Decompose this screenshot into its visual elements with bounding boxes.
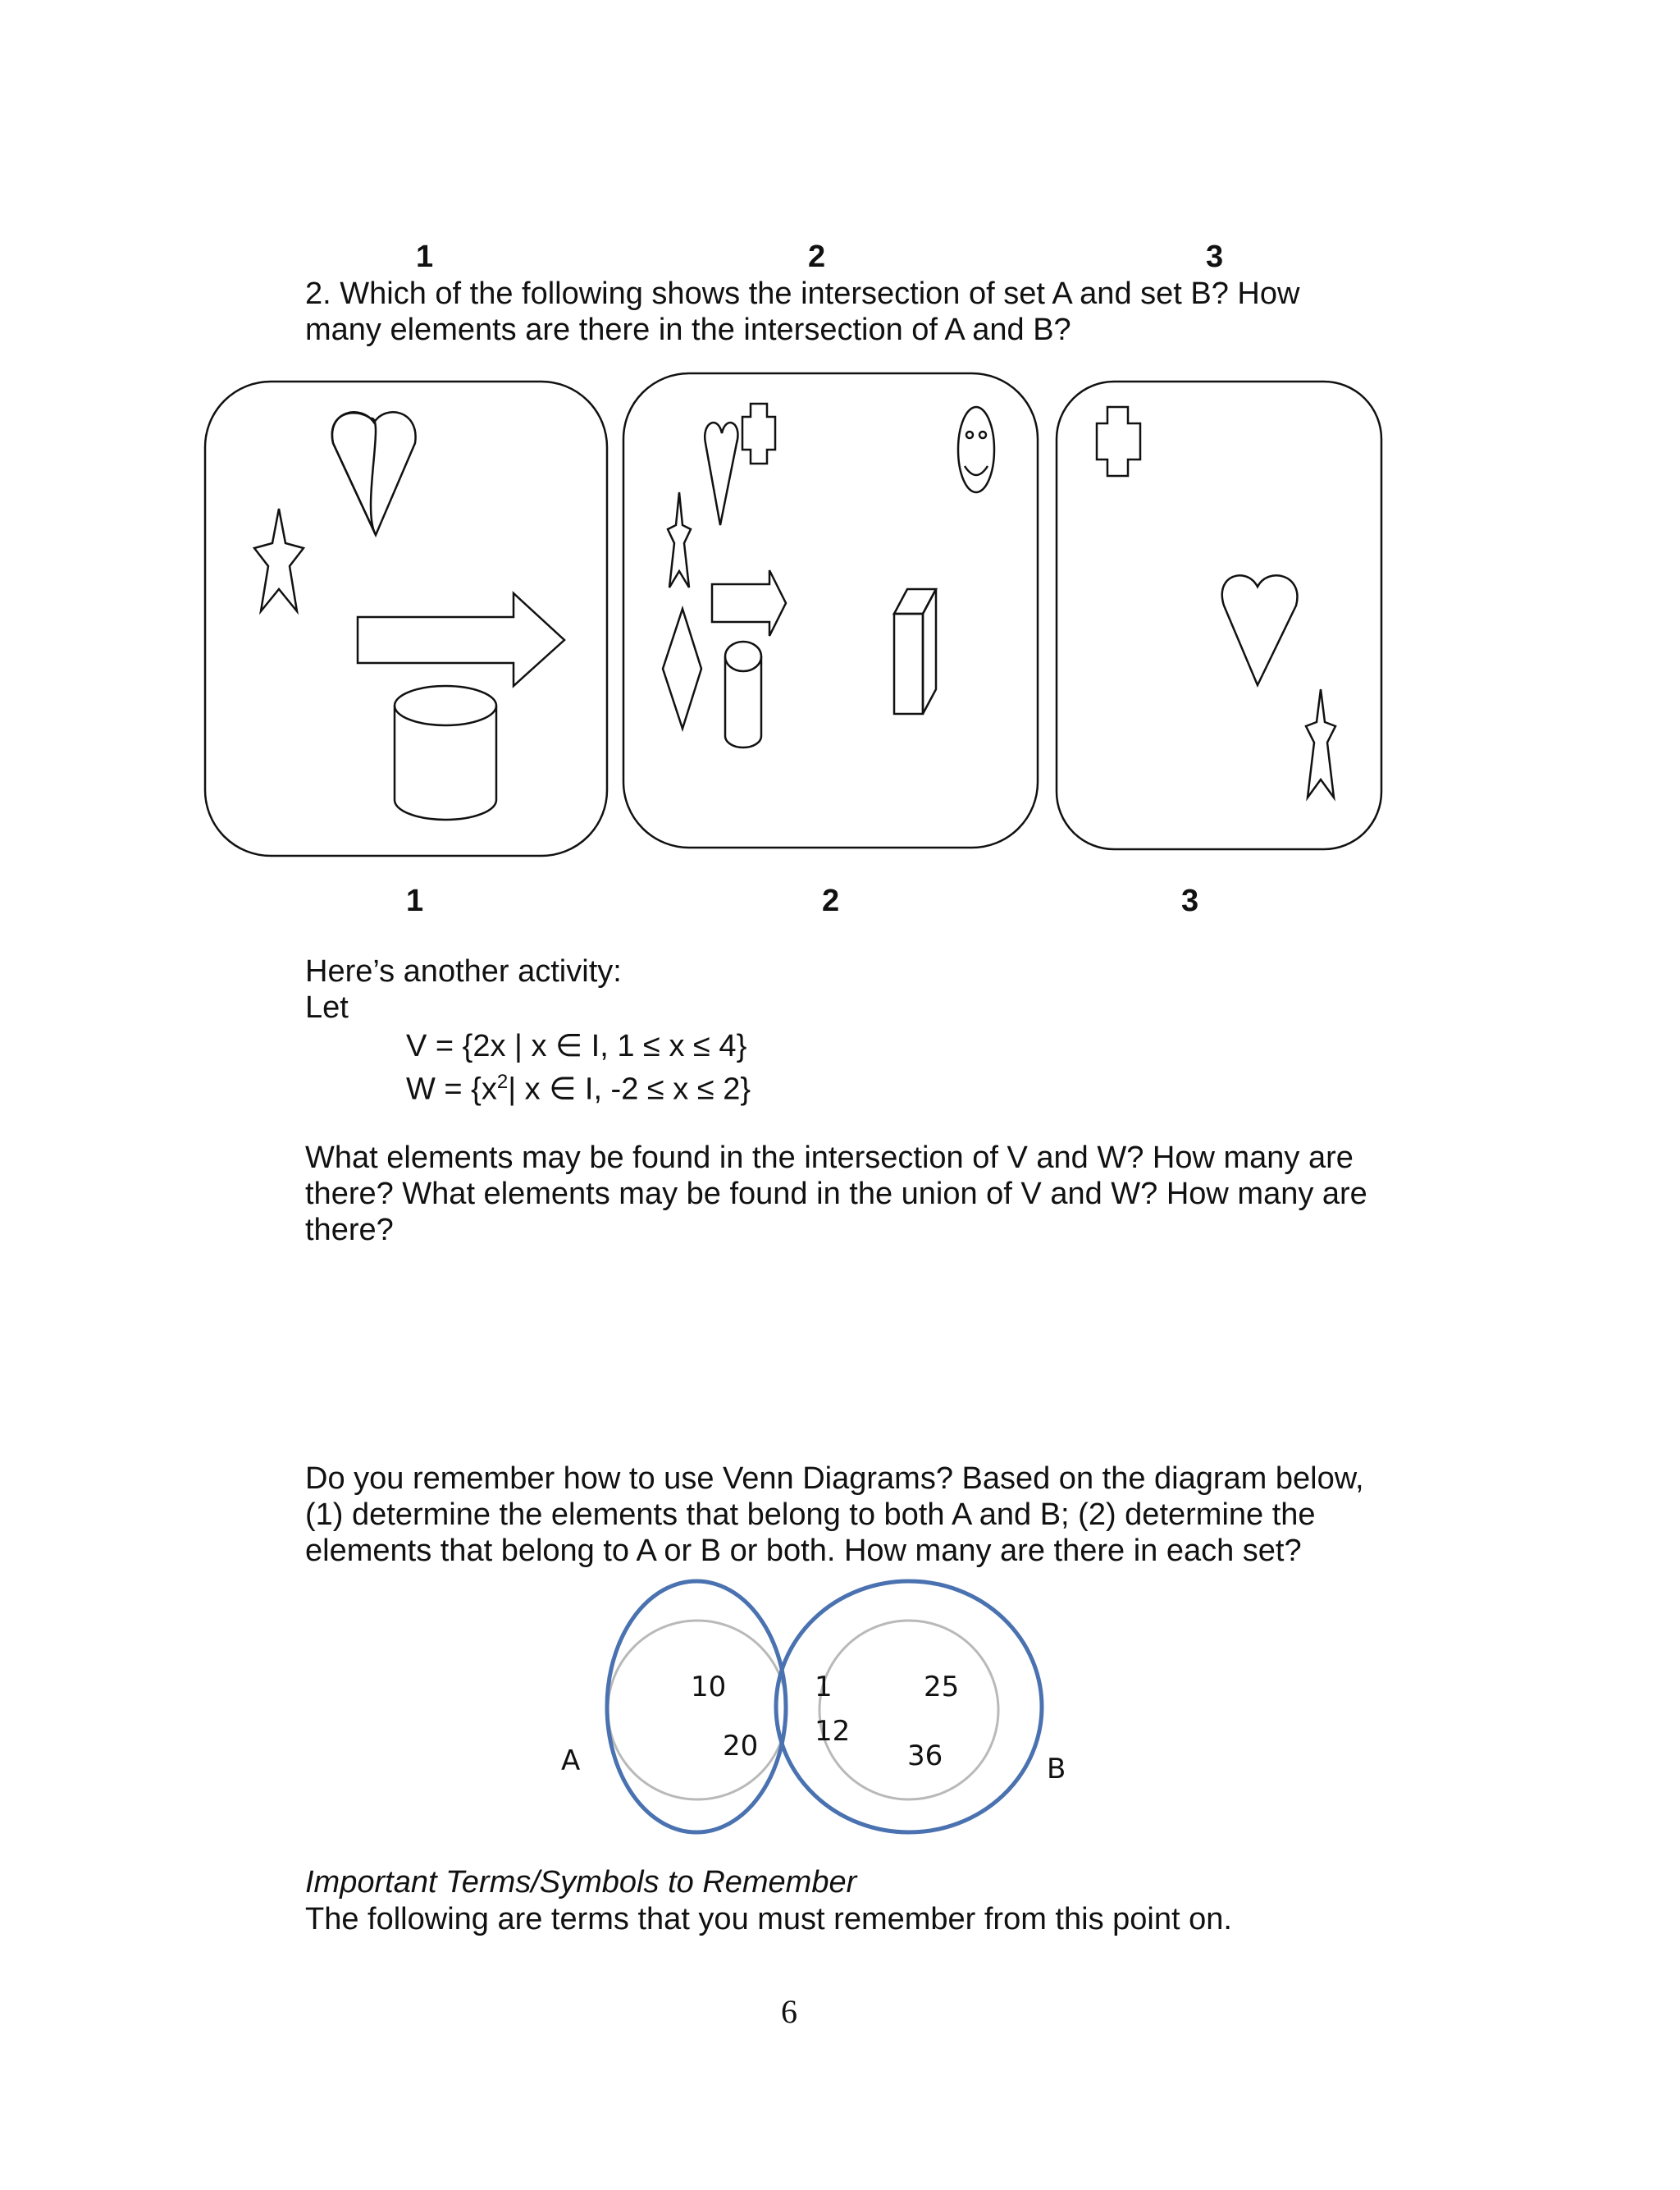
venn-intro-line-1: Do you remember how to use Venn Diagrams? Based on the diagram below, <box>305 1461 1364 1496</box>
exponent: 2 <box>496 1071 509 1093</box>
venn-a-only-value: 20 <box>723 1730 759 1763</box>
venn-intro-line-2: (1) determine the elements that belong to both A and B; (2) determine the <box>305 1497 1316 1532</box>
venn-b-only-value: 25 <box>924 1671 960 1703</box>
venn-circle-a <box>607 1581 786 1832</box>
question-2-line-1: 2. Which of the following shows the intersection of set A and set B? How <box>305 277 1300 311</box>
venn-intro-line-3: elements that belong to A or B or both. How many are there in each set? <box>305 1534 1302 1568</box>
activity-let: Let <box>305 990 349 1025</box>
activity-intro: Here’s another activity: <box>305 954 622 989</box>
terms-line: The following are terms that you must remember from this point on. <box>305 1902 1232 1936</box>
panel-label-2: 2 <box>822 884 840 918</box>
venn-b-only-value: 36 <box>907 1740 943 1772</box>
top-label-3: 3 <box>1206 240 1224 274</box>
panel-label-1: 1 <box>406 884 424 918</box>
activity-question-line-1: What elements may be found in the intersection of V and W? How many are <box>305 1141 1354 1175</box>
venn-set-a-label: A <box>561 1744 581 1777</box>
set-v-definition: V = {2x | x ∈ I, 1 ≤ x ≤ 4} <box>406 1029 747 1063</box>
activity-question-line-2: there? What elements may be found in the union of V and W? How many are <box>305 1177 1367 1211</box>
page-number: 6 <box>781 1993 797 2030</box>
set-w-definition-end: | x ∈ I, -2 ≤ x ≤ 2} <box>508 1072 751 1107</box>
venn-circle-b <box>776 1581 1042 1832</box>
panel-label-3: 3 <box>1181 884 1199 918</box>
top-label-1: 1 <box>416 240 434 274</box>
venn-both-value: 1 <box>815 1671 833 1703</box>
terms-heading: Important Terms/Symbols to Remember <box>305 1865 857 1900</box>
venn-both-value: 12 <box>815 1715 851 1748</box>
venn-set-b-label: B <box>1047 1753 1066 1785</box>
venn-a-only-value: 10 <box>691 1671 727 1703</box>
question-2-line-2: many elements are there in the intersection of A and B? <box>305 313 1071 347</box>
top-label-2: 2 <box>808 240 826 274</box>
activity-question-line-3: there? <box>305 1213 394 1247</box>
set-w-definition-start: W = {x <box>406 1072 497 1107</box>
